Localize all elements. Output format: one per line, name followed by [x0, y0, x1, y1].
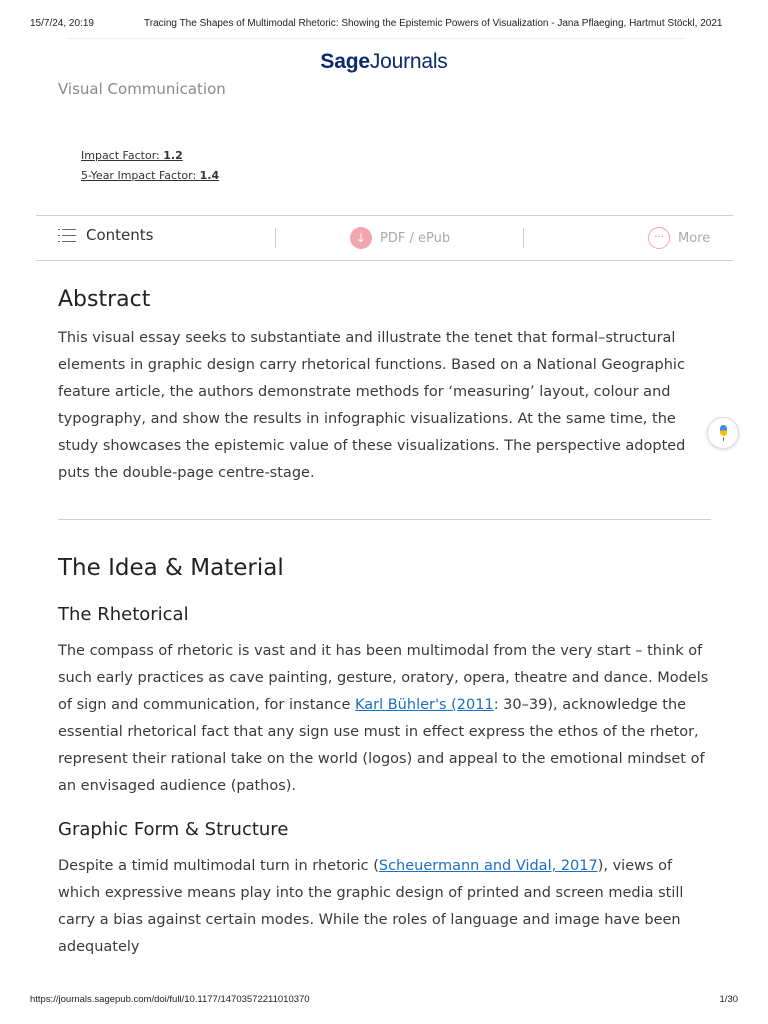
toolbar-separator [523, 228, 524, 248]
impact-factor-link[interactable] [81, 149, 183, 162]
five-year-impact-value: 1.4 [199, 169, 220, 182]
print-page-number: 1/30 [719, 994, 738, 1005]
download-icon: ↓ [350, 227, 372, 249]
impact-factor-value: 1.2 [163, 149, 183, 162]
rhetorical-paragraph [58, 638, 712, 800]
print-datetime: 15/7/24, 20:19 [30, 18, 94, 29]
citation-link-scheuermann[interactable]: Scheuermann and Vidal, 2017 [378, 858, 598, 874]
print-title: Tracing The Shapes of Multimodal Rhetoric: Showing the Epistemic Powers of Visualization - Jana Pflaeging, Hartmut Stöckl, 2021 [144, 18, 723, 29]
subsection-heading-rhetorical: The Rhetorical [58, 604, 189, 625]
five-year-impact-factor-link[interactable] [81, 169, 219, 182]
brand-part2: Journals [369, 50, 448, 73]
five-year-impact-label: 5-Year Impact Factor: [81, 169, 200, 182]
pdf-epub-label: PDF / ePub [380, 230, 451, 246]
journal-name[interactable]: Visual Communication [58, 80, 226, 98]
abstract-heading: Abstract [58, 287, 151, 312]
toolbar-separator [275, 228, 276, 248]
subsection-heading-graphic-form: Graphic Form & Structure [58, 819, 289, 840]
contents-label: Contents [86, 226, 154, 244]
list-icon [58, 227, 76, 243]
pdf-epub-button[interactable] [350, 227, 450, 249]
more-button[interactable] [648, 227, 710, 249]
sage-journals-logo[interactable] [0, 50, 768, 74]
brand-part1: Sage [320, 50, 370, 73]
microphone-icon[interactable] [707, 417, 739, 449]
paragraph-text: The compass of rhetoric is vast and it has been multimodal from the very start – think of such early practices as cave painting, gesture, oratory, opera, theatre and dance. Models of sign and communication, for instance [58, 643, 709, 713]
ellipsis-icon: ··· [648, 227, 670, 249]
article-toolbar [36, 215, 733, 261]
paragraph-text: Despite a timid multimodal turn in rhetoric ( [58, 858, 379, 874]
more-label: More [678, 230, 711, 246]
paragraph-text: : 30–39), acknowledge the essential rhetorical fact that any sign use must in effect express the ethos of the rhetor, represent their rational take on the world (logos) and appeal to the emotional mindset of an envisaged audience (pathos). [58, 697, 705, 794]
citation-link-buhler[interactable]: Karl Bühler's (2011 [355, 697, 494, 713]
contents-button[interactable] [58, 226, 153, 244]
print-url: https://journals.sagepub.com/doi/full/10.1177/14703572211010370 [30, 994, 310, 1005]
graphic-form-paragraph [58, 853, 712, 961]
paragraph-text: ), views of which expressive means play into the graphic design of printed and screen media still carry a bias against certain modes. While the roles of language and image have been adequately [58, 858, 684, 955]
section-divider [58, 519, 711, 520]
top-divider [66, 38, 686, 39]
abstract-text: This visual essay seeks to substantiate and illustrate the tenet that formal–structural elements in graphic design carry rhetorical functions. Based on a National Geographic feature article, the authors demonstrate methods for ‘measuring’ layout, colour and typography, and show the results in infographic visualizations. At the same time, the study showcases the epistemic value of these visualizations. The perspective adopted puts the double-page centre-stage. [58, 330, 686, 481]
impact-factor-label: Impact Factor: [81, 149, 164, 162]
section-heading: The Idea & Material [58, 555, 284, 581]
